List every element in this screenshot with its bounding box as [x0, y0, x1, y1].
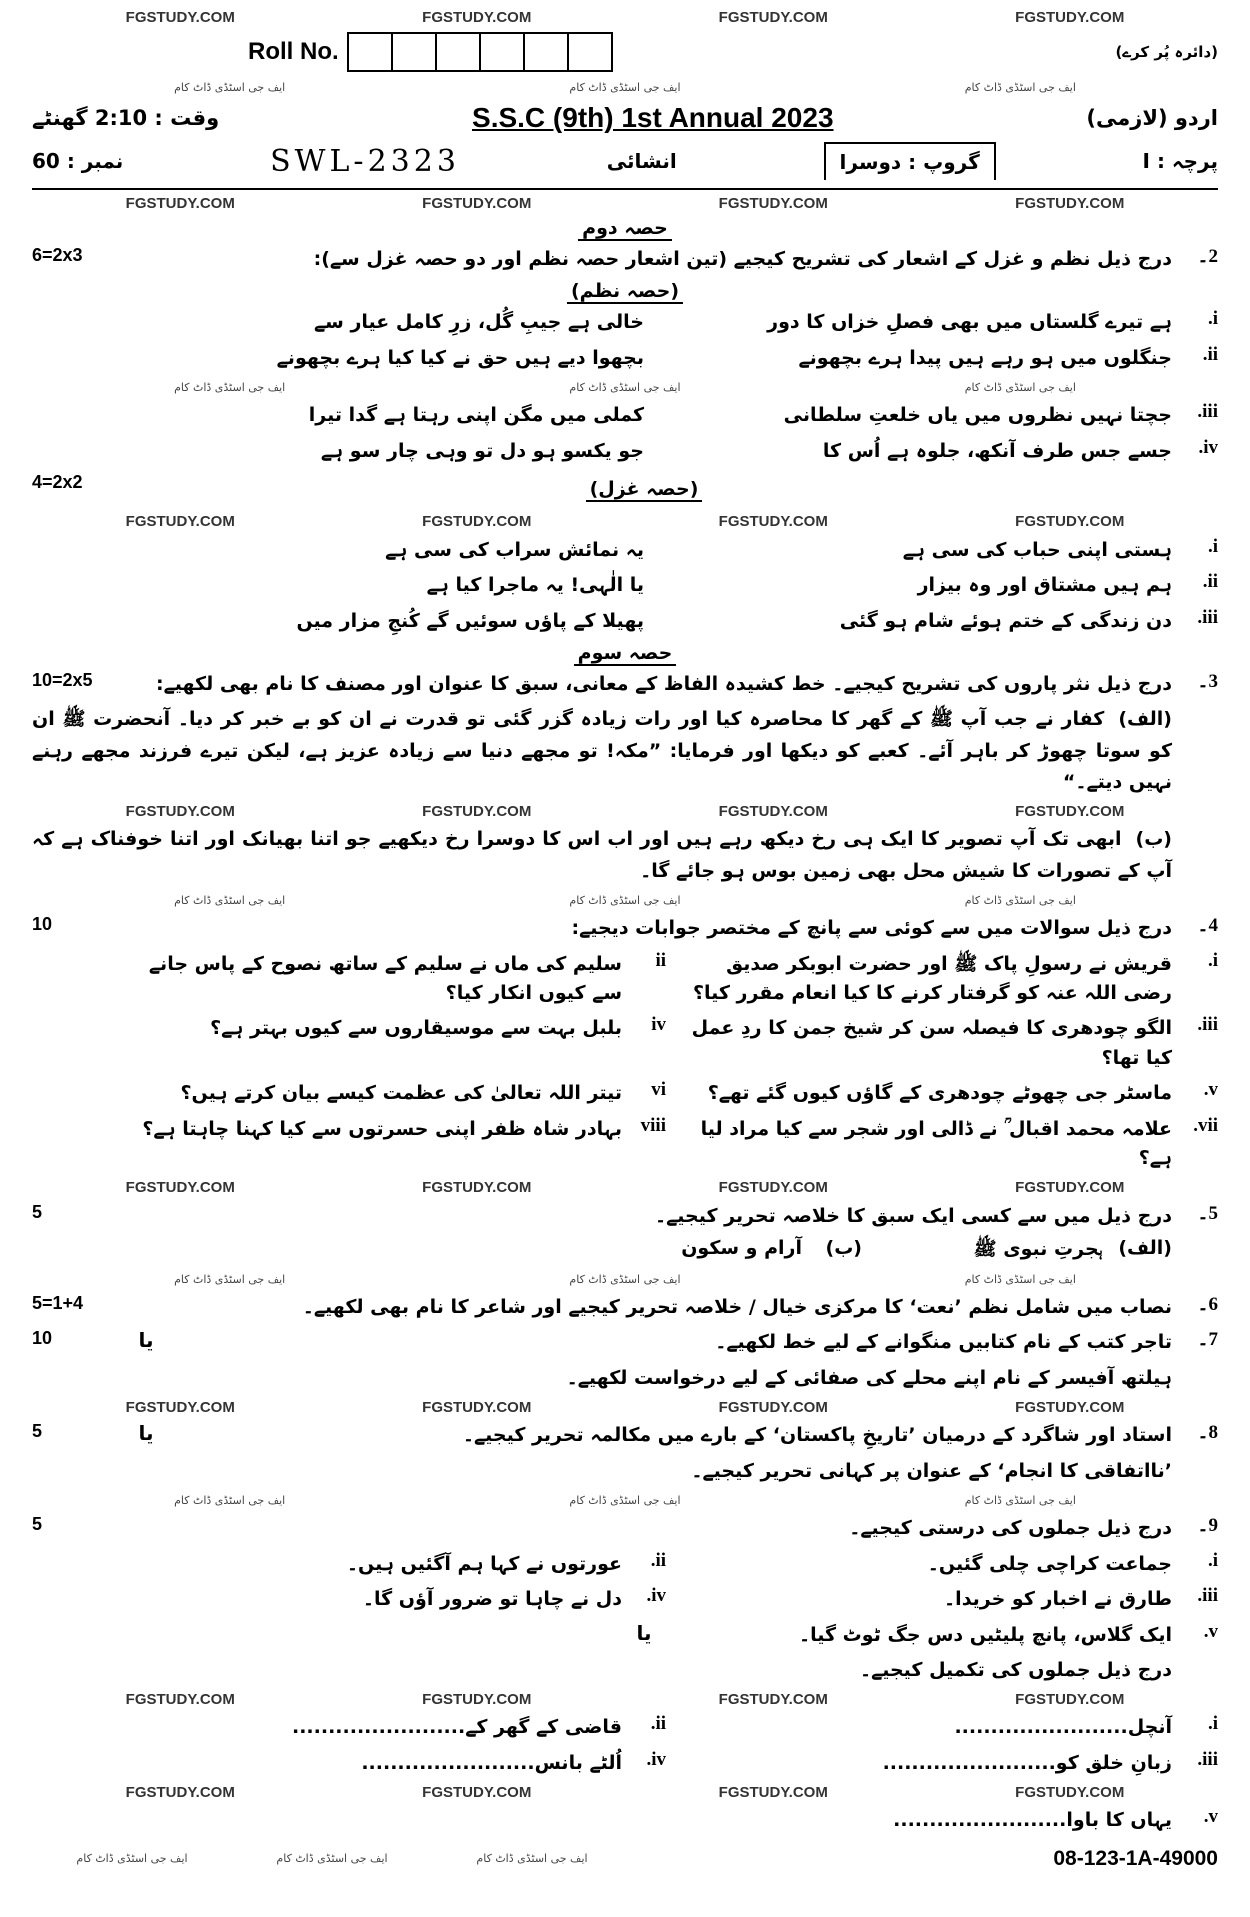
watermark-urdu: ایف جی اسٹڈی ڈاٹ کام — [964, 1272, 1076, 1286]
question-3 — [32, 667, 1218, 702]
text-segment: قاضی کے گھر کے — [465, 1716, 622, 1739]
layout-cell — [116, 1713, 622, 1742]
marks-label: نمبر : 60 — [32, 149, 124, 173]
watermark-text: FGSTUDY.COM — [1015, 802, 1125, 820]
verse-row — [32, 305, 1218, 340]
watermark-urdu: ایف جی اسٹڈی ڈاٹ کام — [174, 80, 286, 94]
question-marks: 6=2x3 — [32, 245, 83, 265]
roll-digit-box[interactable] — [479, 32, 525, 72]
text-segment: الگو چودھری کا فیصلہ سن کر شیخ جمن کا ردِ عمل کیا تھا؟ — [691, 1017, 1172, 1069]
text-segment: 5 — [32, 1514, 43, 1535]
misra-1: ہے تیرے گلستاں میں بھی فصلِ خزاں کا دور — [767, 311, 1172, 334]
roll-no-label: Roll No. — [248, 38, 339, 65]
prose-passage-a — [32, 702, 1218, 800]
watermark-text: FGSTUDY.COM — [1015, 1783, 1125, 1801]
text-segment: i. — [1207, 1713, 1218, 1735]
watermark-text: FGSTUDY.COM — [422, 802, 532, 820]
nazm-heading — [32, 277, 1218, 305]
text-segment: i. — [1207, 308, 1218, 330]
text-segment: بلبل بہت سے موسیقاروں سے کیوں بہتر ہے؟ — [210, 1017, 622, 1040]
ghazal-heading-row — [32, 469, 1218, 510]
watermark-text: FGSTUDY.COM — [718, 1690, 828, 1708]
text-segment: سلیم کی ماں نے سلیم کے ساتھ نصوح کے پاس جانے سے کیوں انکار کیا؟ — [148, 952, 622, 1004]
text-segment: آرام و سکون — [681, 1237, 802, 1260]
text-segment: ابھی تک آپ تصویر کا ایک ہی رخ دیکھ رہے ہیں اور اب اس کا دوسرا رخ دیکھیے جو اتنا بھیانک اور اتنا خوفناک ہے کہ آپ کے تصورات کا شیش محل بھی زمین بوس ہو جائے گا۔ — [32, 828, 1172, 882]
question-9 — [32, 1511, 1218, 1546]
watermark-text: FGSTUDY.COM — [718, 513, 828, 531]
text-segment: ii. — [1202, 343, 1218, 365]
watermark-text: FGSTUDY.COM — [1015, 1690, 1125, 1708]
text-segment: 5 — [32, 1421, 43, 1442]
watermark-urdu: ایف جی اسٹڈی ڈاٹ کام — [276, 1852, 388, 1866]
question-marks: 10=2x5 — [32, 669, 93, 690]
watermark-row — [32, 192, 1218, 214]
watermark-text: FGSTUDY.COM — [422, 1398, 532, 1416]
text-segment: iii. — [1197, 401, 1218, 423]
watermark-row — [32, 76, 1218, 98]
watermark-row — [32, 6, 1218, 28]
watermark-text: FGSTUDY.COM — [718, 194, 828, 212]
paper-code: 08-123-1A-49000 — [1053, 1846, 1218, 1870]
text-segment: iii. — [1197, 1748, 1218, 1770]
text-segment: یا — [636, 1620, 652, 1645]
text-segment: 3۔ — [1197, 670, 1218, 692]
correction-row — [32, 1547, 1218, 1582]
watermark-text: FGSTUDY.COM — [718, 1398, 828, 1416]
text-segment: iii. — [1197, 1014, 1218, 1036]
text-segment: ماسٹر جی چھوٹے چودھری کے گاؤں کیوں گئے تھے؟ — [707, 1082, 1172, 1105]
watermark-urdu: ایف جی اسٹڈی ڈاٹ کام — [76, 1852, 188, 1866]
text-segment: ایک گلاس، پانچ پلیٹیں دس جگ ٹوٹ گیا۔ — [799, 1623, 1172, 1646]
text-segment: 9۔ — [1197, 1515, 1218, 1537]
text-segment: v. — [1203, 1620, 1218, 1642]
misra-2: پھیلا کے پاؤں سوئیں گے کُنجِ مزار میں — [296, 609, 644, 632]
text-segment: طارق نے اخبار کو خریدا۔ — [944, 1588, 1172, 1611]
text-segment: iii. — [1197, 1585, 1218, 1607]
watermark-row — [32, 1396, 1218, 1418]
verse-row — [32, 398, 1218, 433]
text-segment: درج ذیل جملوں کی درستی کیجیے۔ — [849, 1517, 1172, 1540]
text-segment: نصاب میں شامل نظم ’نعت‘ کا مرکزی خیال / خلاصہ تحریر کیجیے اور شاعر کا نام بھی لکھیے۔ — [302, 1296, 1172, 1319]
text-segment: استاد اور شاگرد کے درمیان ’تاریخِ پاکستان‘ کے بارے میں مکالمہ تحریر کیجیے۔ — [462, 1424, 1172, 1447]
watermark-text: FGSTUDY.COM — [422, 1783, 532, 1801]
question-7 — [32, 1325, 1218, 1360]
text-segment: 5 — [32, 1201, 43, 1222]
text-segment: iv — [651, 1014, 666, 1036]
text-segment: i. — [1207, 949, 1218, 971]
time-label: وقت : 2:10 گھنٹے — [32, 106, 220, 130]
watermark-text: FGSTUDY.COM — [125, 1783, 235, 1801]
question-2 — [32, 242, 1218, 277]
section-title — [32, 214, 1218, 242]
misra-2: بچھوا دیے ہیں حق نے کیا کیا ہرے بچھونے — [276, 346, 644, 369]
watermark-text: FGSTUDY.COM — [1015, 1179, 1125, 1197]
watermark-row — [32, 511, 1218, 533]
text-segment: درج ذیل جملوں کی تکمیل کیجیے۔ — [859, 1658, 1172, 1681]
misra-1: دن زندگی کے ختم ہوئے شام ہو گئی — [839, 609, 1172, 632]
verse-row — [32, 341, 1218, 376]
watermark-text: FGSTUDY.COM — [1015, 8, 1125, 26]
text-segment: یہاں کا باوا — [1066, 1809, 1172, 1832]
watermark-urdu: ایف جی اسٹڈی ڈاٹ کام — [476, 1852, 588, 1866]
watermark-text: FGSTUDY.COM — [125, 1179, 235, 1197]
watermark-text: FGSTUDY.COM — [718, 1179, 828, 1197]
watermark-text: FGSTUDY.COM — [422, 8, 532, 26]
paper-type: انشائی — [606, 149, 677, 173]
text-segment: iv. — [1198, 436, 1218, 458]
text-segment: ........................ — [893, 1809, 1067, 1832]
text-segment: iv. — [646, 1585, 666, 1607]
footer-row — [32, 1839, 1218, 1879]
watermark-urdu: ایف جی اسٹڈی ڈاٹ کام — [964, 1493, 1076, 1507]
misra-1: ہم ہیں مشتاق اور وہ بیزار — [917, 574, 1172, 597]
misra-2: خالی ہے جیبِ گُل، زرِ کامل عیار سے — [314, 311, 644, 334]
watermark-text: FGSTUDY.COM — [125, 1398, 235, 1416]
watermark-urdu: ایف جی اسٹڈی ڈاٹ کام — [174, 1272, 286, 1286]
text-segment: اُلٹے بانس — [534, 1751, 622, 1774]
verse-row — [32, 533, 1218, 568]
text-segment: یا — [138, 1421, 154, 1446]
watermark-urdu: ایف جی اسٹڈی ڈاٹ کام — [174, 893, 286, 907]
prose-passage-b — [32, 822, 1218, 889]
text-segment: آنچل — [1127, 1716, 1172, 1739]
correction-row — [32, 1582, 1218, 1617]
watermark-text: FGSTUDY.COM — [718, 8, 828, 26]
completion-row — [32, 1710, 1218, 1745]
watermark-urdu: ایف جی اسٹڈی ڈاٹ کام — [964, 893, 1076, 907]
layout-cell — [666, 1749, 1172, 1778]
header-instruction: (دائرہ پُر کرے) — [1115, 43, 1218, 61]
watermark-row — [32, 376, 1218, 398]
text-segment: ........................ — [954, 1716, 1128, 1739]
text-segment: بہادر شاہ ظفر اپنی حسرتوں سے کیا کہنا چاہتا ہے؟ — [142, 1117, 622, 1140]
watermark-row — [32, 1781, 1218, 1803]
text-segment: (ب) — [1135, 828, 1172, 851]
roll-digit-box[interactable] — [567, 32, 613, 72]
layout-cell — [666, 1713, 1172, 1742]
text-segment: (حصہ نظم) — [567, 280, 683, 304]
ghazal-heading — [116, 472, 1172, 507]
misra-1: جنگلوں میں ہو رہے ہیں پیدا ہرے بچھونے — [798, 346, 1172, 369]
text-segment: ’نااتفاقی کا انجام‘ کے عنوان پر کہانی تحریر کیجیے۔ — [691, 1459, 1172, 1482]
watermark-urdu: ایف جی اسٹڈی ڈاٹ کام — [569, 1272, 681, 1286]
watermark-row — [32, 1177, 1218, 1199]
short-question-row — [32, 1011, 1218, 1076]
question-marks: 10 — [32, 914, 53, 935]
text-segment: تیتر اللہ تعالیٰ کی عظمت کیسے بیان کرتے ہیں؟ — [180, 1082, 622, 1105]
section-title — [32, 639, 1218, 667]
roll-digit-box[interactable] — [523, 32, 569, 72]
text-segment: i. — [1207, 535, 1218, 557]
layout-cell — [644, 1806, 1172, 1835]
text-segment: ........................ — [882, 1751, 1056, 1774]
misra-2: جو یکسو ہو دل تو وہی چار سو ہے — [320, 439, 644, 462]
text-segment: ........................ — [361, 1751, 535, 1774]
question-4 — [32, 911, 1218, 946]
misra-1: جچتا نہیں نظروں میں یاں خلعتِ سلطانی — [783, 404, 1172, 427]
text-segment: عورتوں نے کہا ہم آگئیں ہیں۔ — [346, 1552, 622, 1575]
question-6 — [32, 1290, 1218, 1325]
watermark-text: FGSTUDY.COM — [125, 1690, 235, 1708]
text-segment: iv. — [646, 1748, 666, 1770]
completion-row — [32, 1803, 1218, 1838]
watermark-row — [32, 889, 1218, 911]
text-segment: یا — [138, 1328, 154, 1353]
question-text: درج ذیل نثر پاروں کی تشریح کیجیے۔ خط کشیدہ الفاظ کے معانی، سبق کا عنوان اور مصنف کا نام بھی لکھیے: — [156, 672, 1172, 695]
text-segment: 10 — [32, 1328, 53, 1349]
text-segment: ہیلتھ آفیسر کے نام اپنے محلے کی صفائی کے لیے درخواست لکھیے۔ — [566, 1366, 1172, 1389]
misra-2: یا الٰہی! یہ ماجرا کیا ہے — [426, 574, 644, 597]
text-segment: 5=1+4 — [32, 1293, 84, 1314]
text-segment: i. — [1207, 1549, 1218, 1571]
text-segment: جماعت کراچی چلی گئیں۔ — [927, 1552, 1172, 1575]
text-segment: ii. — [650, 1713, 666, 1735]
completion-row — [32, 1746, 1218, 1781]
watermark-text: FGSTUDY.COM — [125, 802, 235, 820]
text-segment: کفار نے جب آپ ﷺ کے گھر کا محاصرہ کیا اور رات زیادہ گزر گئی تو قدرت نے ان کو بے خبر کر دیا۔ آنحضرت ﷺ ان کو سوتا چھوڑ کر باہر آئے۔ کعبے کو دیکھا اور فرمایا: ”مکہ! تو مجھے دنیا سے زیادہ عزیز ہے، لیکن تیرے فرزند مجھے رہنے نہیں دیتے۔“ — [32, 708, 1172, 794]
watermark-row — [32, 800, 1218, 822]
verse-row — [32, 568, 1218, 603]
text-segment: ہجرتِ نبوی ﷺ — [973, 1238, 1102, 1261]
text-segment: 7۔ — [1197, 1329, 1218, 1351]
text-segment: 8۔ — [1197, 1422, 1218, 1444]
roll-no-field[interactable] — [248, 32, 613, 72]
misra-2: یہ نمائش سراب کی سی ہے — [385, 538, 644, 561]
header-row-3 — [32, 138, 1218, 184]
watermark-urdu: ایف جی اسٹڈی ڈاٹ کام — [964, 80, 1076, 94]
verse-row — [32, 434, 1218, 469]
text-segment: v. — [1203, 1806, 1218, 1828]
watermark-urdu: ایف جی اسٹڈی ڈاٹ کام — [964, 380, 1076, 394]
roll-digit-box[interactable] — [435, 32, 481, 72]
watermark-urdu: ایف جی اسٹڈی ڈاٹ کام — [569, 1493, 681, 1507]
text-segment: 6۔ — [1197, 1294, 1218, 1316]
text-segment: iii. — [1197, 606, 1218, 628]
watermark-row — [32, 1489, 1218, 1511]
watermark-urdu: ایف جی اسٹڈی ڈاٹ کام — [174, 380, 286, 394]
question-text: درج ذیل نظم و غزل کے اشعار کی تشریح کیجیے (تین اشعار حصہ نظم اور دو حصہ غزل سے): — [313, 248, 1172, 270]
question-number: 2۔ — [1197, 246, 1218, 267]
lesson-options — [32, 1234, 1218, 1268]
text-segment: حصہ دوم — [578, 217, 672, 241]
text-segment: ii — [655, 949, 666, 971]
text-segment: 5۔ — [1197, 1202, 1218, 1224]
watermark-urdu: ایف جی اسٹڈی ڈاٹ کام — [569, 893, 681, 907]
misra-2: کملی میں مگن اپنی رہتا ہے گدا تیرا — [308, 404, 644, 427]
watermark-urdu: ایف جی اسٹڈی ڈاٹ کام — [569, 380, 681, 394]
watermark-text: FGSTUDY.COM — [1015, 513, 1125, 531]
watermark-row — [32, 1848, 632, 1870]
text-segment: (الف) — [1118, 708, 1172, 731]
misra-1: ہستی اپنی حباب کی سی ہے — [902, 538, 1172, 561]
text-segment: حصہ سوم — [574, 642, 677, 666]
subject-label: اردو (لازمی) — [1086, 106, 1218, 130]
header-divider — [32, 188, 1218, 190]
group-label: گروپ : دوسرا — [824, 142, 996, 180]
text-segment: ........................ — [291, 1716, 466, 1739]
text-segment: (ب) — [825, 1237, 862, 1260]
paper-label: پرچہ : I — [1142, 149, 1218, 173]
text-segment: vi — [651, 1079, 666, 1101]
short-question-row — [32, 947, 1218, 1012]
watermark-text: FGSTUDY.COM — [422, 194, 532, 212]
short-question-row — [32, 1112, 1218, 1177]
roll-digit-box[interactable] — [347, 32, 393, 72]
text-segment: vii. — [1193, 1114, 1218, 1136]
watermark-text: FGSTUDY.COM — [718, 802, 828, 820]
watermark-urdu: ایف جی اسٹڈی ڈاٹ کام — [174, 1493, 286, 1507]
header-row-2 — [32, 98, 1218, 138]
exam-title: S.S.C (9th) 1st Annual 2023 — [472, 102, 834, 133]
watermark-text: FGSTUDY.COM — [1015, 194, 1125, 212]
text-segment: علامہ محمد اقبال ؒ نے ڈالی اور شجر سے کیا مراد لیا ہے؟ — [700, 1117, 1172, 1170]
text-segment: 4۔ — [1197, 915, 1218, 937]
misra-1: جسے جس طرف آنکھ، جلوہ ہے اُس کا — [822, 439, 1172, 462]
roll-digit-box[interactable] — [391, 32, 437, 72]
question-7-alt — [32, 1361, 1218, 1396]
text-segment: قریش نے رسولِ پاک ﷺ اور حضرت ابوبکر صدیق رضی اللہ عنہ کو گرفتار کرنے کا کیا انعام مقرر کیا؟ — [692, 952, 1172, 1004]
verse-row — [32, 604, 1218, 639]
text-segment: v. — [1203, 1079, 1218, 1101]
text-segment: ii. — [650, 1549, 666, 1571]
ghazal-marks: 4=2x2 — [32, 472, 83, 493]
text-segment: درج ذیل میں سے کسی ایک سبق کا خلاصہ تحریر کیجیے۔ — [655, 1204, 1172, 1227]
question-text: درج ذیل سوالات میں سے کوئی سے پانچ کے مختصر جوابات دیجیے: — [571, 917, 1172, 940]
question-8-alt — [32, 1454, 1218, 1489]
correction-row — [32, 1618, 1218, 1653]
handwritten-code: SWL-2323 — [270, 143, 460, 179]
header-row-1 — [32, 28, 1218, 76]
text-segment: ii. — [1202, 571, 1218, 593]
short-question-row — [32, 1076, 1218, 1111]
text-segment: دل نے چاہا تو ضرور آؤں گا۔ — [362, 1588, 622, 1611]
text-segment: (الف) — [1118, 1237, 1172, 1260]
watermark-row — [32, 1268, 1218, 1290]
question-8 — [32, 1418, 1218, 1453]
layout-cell — [116, 1749, 622, 1778]
text-segment: تاجر کتب کے نام کتابیں منگوانے کے لیے خط لکھیے۔ — [715, 1331, 1172, 1354]
watermark-text: FGSTUDY.COM — [422, 513, 532, 531]
question-9-alt — [32, 1653, 1218, 1688]
watermark-text: FGSTUDY.COM — [718, 1783, 828, 1801]
text-segment: زبانِ خلق کو — [1055, 1751, 1172, 1774]
watermark-text: FGSTUDY.COM — [125, 8, 235, 26]
text-segment: viii — [640, 1114, 666, 1136]
watermark-text: FGSTUDY.COM — [125, 513, 235, 531]
watermark-text: FGSTUDY.COM — [125, 194, 235, 212]
text-segment: (حصہ غزل) — [586, 478, 703, 502]
watermark-text: FGSTUDY.COM — [422, 1690, 532, 1708]
watermark-text: FGSTUDY.COM — [422, 1179, 532, 1197]
watermark-row — [32, 1688, 1218, 1710]
watermark-urdu: ایف جی اسٹڈی ڈاٹ کام — [569, 80, 681, 94]
question-5 — [32, 1199, 1218, 1234]
watermark-text: FGSTUDY.COM — [1015, 1398, 1125, 1416]
